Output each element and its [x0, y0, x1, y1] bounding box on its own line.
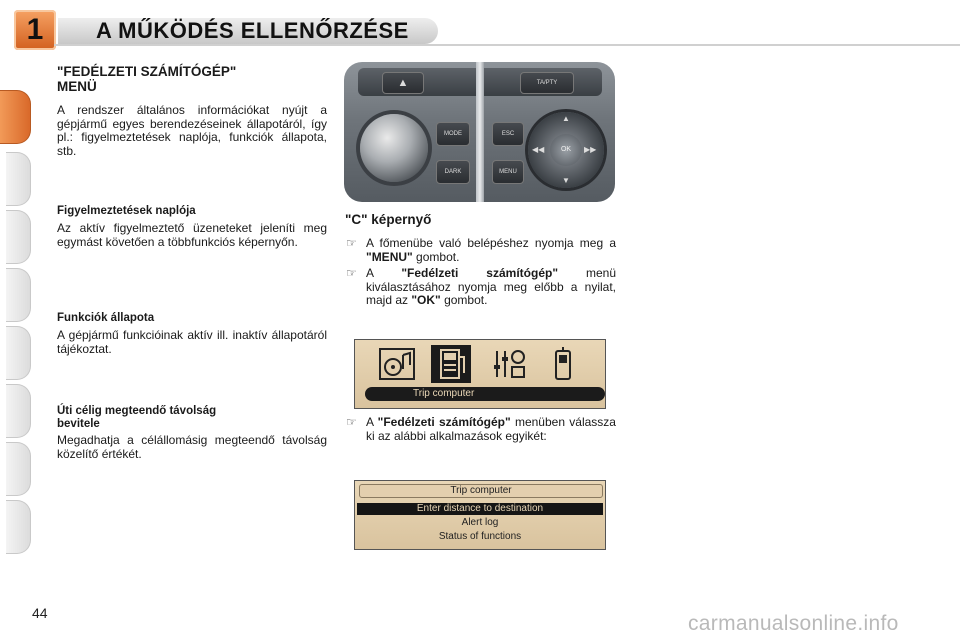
intro-text: A rendszer általános információkat nyújt a gépjármű egyes berendezéseinek állapotáról, így pl.: figyelmeztetések naplója, funkciók állapota, stb.: [57, 103, 327, 158]
alert-log-text: Az aktív figyelmeztető üzeneteket jeleníti meg egymást követően a többfunkciós képernyőn.: [57, 221, 327, 249]
trip-computer-icon[interactable]: [431, 345, 471, 383]
bullet-step-3: [346, 416, 616, 460]
hazard-button[interactable]: ▲: [382, 72, 424, 94]
chapter-tab[interactable]: [6, 384, 31, 438]
distance-text: Megadhatja a célállomásig megteendő távolság közelítő értékét.: [57, 433, 327, 461]
pointing-hand-icon: ☞: [346, 266, 357, 280]
arrow-left-icon[interactable]: ◀◀: [532, 145, 545, 154]
chapter-tab[interactable]: [6, 210, 31, 264]
distance-heading-line2: bevitele: [57, 418, 100, 430]
menu-item-enter-distance[interactable]: Enter distance to destination: [357, 503, 603, 515]
esc-button[interactable]: ESC: [492, 122, 524, 146]
bullet-step-1: [346, 237, 616, 267]
settings-icon[interactable]: [489, 345, 529, 383]
dark-button[interactable]: DARK: [436, 160, 470, 184]
chapter-tab-active[interactable]: [0, 90, 31, 144]
chapter-tab[interactable]: [6, 442, 31, 496]
chapter-tabs: [0, 62, 32, 574]
bullet-step-2-text: A "Fedélzeti számítógép" menü kiválasztásához nyomja meg előbb a nyilat, majd az "OK" gombot.: [366, 266, 616, 308]
bullet-step-2: [346, 267, 616, 311]
chapter-tab[interactable]: [6, 326, 31, 380]
page-header: [0, 0, 960, 56]
pointing-hand-icon: ☞: [346, 415, 357, 429]
mode-button[interactable]: MODE: [436, 122, 470, 146]
phone-icon[interactable]: [543, 345, 583, 383]
menu-heading-line1: "FEDÉLZETI SZÁMÍTÓGÉP": [57, 64, 237, 79]
chapter-tab[interactable]: [6, 268, 31, 322]
alert-log-heading: Figyelmeztetések naplója: [57, 205, 196, 217]
chapter-tab[interactable]: [6, 152, 31, 206]
trip-computer-screen: [354, 480, 606, 550]
arrow-right-icon[interactable]: ▶▶: [584, 145, 597, 154]
watermark: carmanualsonline.info: [688, 612, 899, 635]
ok-button[interactable]: OK: [550, 134, 582, 166]
control-panel-photo: [344, 62, 615, 202]
volume-knob[interactable]: [360, 114, 428, 182]
main-menu-screen: [354, 339, 606, 409]
menu-heading: [57, 64, 327, 94]
page-title: A MŰKÖDÉS ELLENŐRZÉSE: [96, 18, 409, 43]
page-number: 44: [32, 605, 48, 621]
bullet-step-3-text: A "Fedélzeti számítógép" menüben válassza ki az alábbi alkalmazások egyikét:: [366, 415, 616, 443]
menu-item-alert-log[interactable]: Alert log: [461, 517, 499, 528]
screen-heading: "C" képernyő: [345, 212, 432, 227]
header-divider: [54, 44, 960, 46]
menu-heading-line2: MENÜ: [57, 79, 97, 94]
bullet-step-1-text: A főmenübe való belépéshez nyomja meg a "MENU" gombot.: [366, 236, 616, 264]
distance-heading-line1: Úti célig megteendő távolság: [57, 405, 217, 417]
chapter-badge: [14, 10, 56, 50]
distance-heading: [57, 405, 327, 431]
functions-heading: Funkciók állapota: [57, 312, 155, 324]
panel-seam: [476, 62, 484, 202]
arrow-down-icon[interactable]: ▼: [562, 176, 570, 185]
functions-text: A gépjármű funkcióinak aktív ill. inaktív állapotáról tájékoztat.: [57, 328, 327, 356]
submenu-title: Trip computer: [359, 484, 603, 498]
menu-button[interactable]: MENU: [492, 160, 524, 184]
audio-icon[interactable]: [377, 345, 417, 383]
chapter-tab[interactable]: [6, 500, 31, 554]
menu-item-status-of-functions[interactable]: Status of functions: [438, 531, 522, 542]
selected-menu-label: Trip computer: [365, 387, 605, 401]
arrow-up-icon[interactable]: ▲: [562, 114, 570, 123]
chapter-number: 1: [26, 13, 44, 46]
pointing-hand-icon: ☞: [346, 236, 357, 250]
tapty-button[interactable]: TA/PTY: [520, 72, 574, 94]
